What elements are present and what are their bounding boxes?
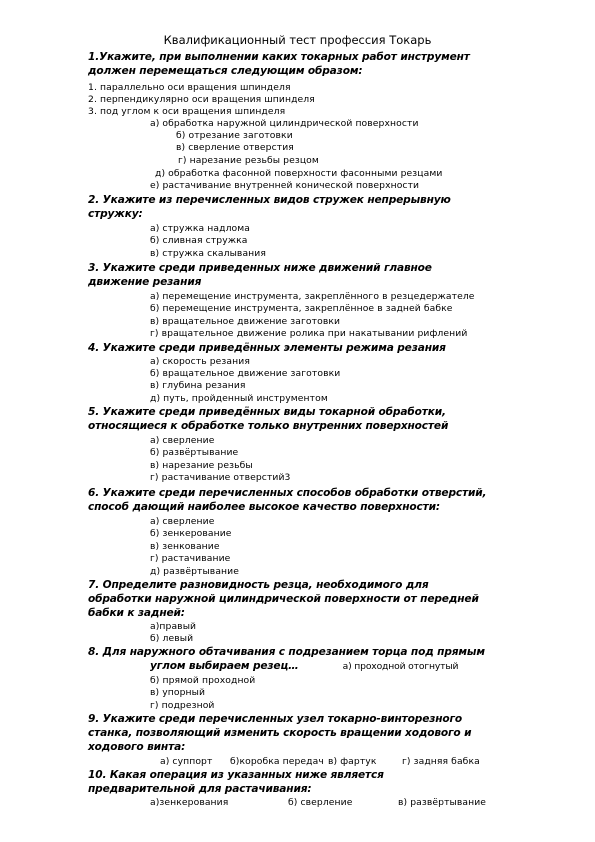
answer-option: б) развёртывание bbox=[150, 447, 239, 458]
answer-option: а) обработка наружной цилиндрической поверхности bbox=[150, 118, 419, 129]
question-7-text: 7. Определите разновидность резца, необходимого для bbox=[88, 579, 429, 591]
question-4-text: 4. Укажите среди приведённых элементы режима резания bbox=[88, 342, 446, 354]
question-9-text-cont: станка, позволяющий изменить скорость вращении ходового и bbox=[88, 727, 472, 739]
answer-option: а) сверление bbox=[150, 435, 215, 446]
answer-option: в) развёртывание bbox=[398, 797, 487, 808]
answer-option: г) растачивание bbox=[150, 553, 231, 564]
answer-option: б) зенкерование bbox=[150, 528, 232, 539]
question-5-text-cont: относящиеся к обработке только внутренних поверхностей bbox=[88, 420, 449, 432]
answer-option: а)зенкерования bbox=[150, 797, 229, 808]
movement-1: 1. параллельно оси вращения шпинделя bbox=[88, 82, 291, 93]
answer-option: д) развёртывание bbox=[150, 566, 239, 577]
question-1-text: 1.Укажите, при выполнении каких токарных работ инструмент bbox=[88, 51, 470, 63]
movement-3: 3. под углом к оси вращения шпинделя bbox=[88, 106, 286, 117]
answer-option: б)коробка передач bbox=[230, 756, 324, 767]
question-2-text: 2. Укажите из перечисленных видов стружек непрерывную bbox=[88, 194, 451, 206]
question-2-text-cont: стружку: bbox=[88, 208, 143, 220]
answer-option: б) отрезание заготовки bbox=[176, 130, 293, 141]
question-10-text-cont: предварительной для растачивания: bbox=[88, 783, 312, 795]
answer-option: в) зенкование bbox=[150, 541, 220, 552]
page-title: Квалификационный тест профессия Токарь bbox=[163, 33, 432, 47]
answer-option: а) проходной отогнутый bbox=[342, 661, 459, 672]
answer-option: в) сверление отверстия bbox=[176, 142, 294, 153]
answer-option: г) вращательное движение ролика при накатывании рифлений bbox=[150, 328, 468, 339]
question-9-text-cont: ходового винта: bbox=[88, 741, 186, 753]
answer-option: б) вращательное движение заготовки bbox=[150, 368, 341, 379]
question-7-text-cont: бабки к задней: bbox=[88, 607, 185, 619]
answer-option: а) сверление bbox=[150, 516, 215, 527]
question-5-text: 5. Укажите среди приведённых виды токарной обработки, bbox=[88, 406, 446, 418]
movement-2: 2. перпендикулярно оси вращения шпинделя bbox=[88, 94, 315, 105]
answer-option: б) левый bbox=[150, 633, 194, 644]
answer-option: а)правый bbox=[150, 621, 197, 632]
answer-option: б) сливная стружка bbox=[150, 235, 248, 246]
answer-option: г) растачивание отверстий3 bbox=[150, 472, 291, 483]
answer-option: а) суппорт bbox=[160, 756, 213, 767]
answer-option: г) задняя бабка bbox=[402, 756, 480, 767]
answer-option: в) упорный bbox=[150, 687, 206, 698]
answer-option: б) прямой проходной bbox=[150, 675, 256, 686]
answer-option: б) перемещение инструмента, закреплённое в задней бабке bbox=[150, 303, 453, 314]
question-6-text: 6. Укажите среди перечисленных способов обработки отверстий, bbox=[88, 487, 487, 499]
question-1-text-cont: должен перемещаться следующим образом: bbox=[88, 65, 363, 77]
answer-option: в) стружка скалывания bbox=[150, 248, 266, 259]
answer-option: а) стружка надлома bbox=[150, 223, 251, 234]
question-8-text: 8. Для наружного обтачивания с подрезанием торца под прямым bbox=[88, 646, 485, 658]
question-3-text-cont: движение резания bbox=[88, 276, 202, 288]
question-7-text-cont: обработки наружной цилиндрической поверхности от передней bbox=[88, 593, 479, 605]
answer-option: а) перемещение инструмента, закреплённого в резцедержателе bbox=[150, 291, 475, 302]
answer-option: г) нарезание резьбы резцом bbox=[178, 155, 319, 166]
answer-option: в) вращательное движение заготовки bbox=[150, 316, 341, 327]
answer-option: д) путь, пройденный инструментом bbox=[150, 393, 328, 404]
answer-option: в) фартук bbox=[328, 756, 377, 767]
answer-option: г) подрезной bbox=[150, 700, 215, 711]
answer-option: а) скорость резания bbox=[150, 356, 250, 367]
question-8-text-cont bbox=[150, 660, 458, 673]
answer-option: в) глубина резания bbox=[150, 380, 246, 391]
answer-option: в) нарезание резьбы bbox=[150, 460, 253, 471]
answer-option: б) сверление bbox=[288, 797, 353, 808]
question-9-text: 9. Укажите среди перечисленных узел токарно-винторезного bbox=[88, 713, 463, 725]
question-8-text-tail: углом выбираем резец… bbox=[150, 660, 299, 672]
question-10-text: 10. Какая операция из указанных ниже является bbox=[88, 769, 384, 781]
answer-option: е) растачивание внутренней конической поверхности bbox=[150, 180, 420, 191]
question-6-text-cont: способ дающий наиболее высокое качество поверхности: bbox=[88, 501, 440, 513]
question-3-text: 3. Укажите среди приведенных ниже движений главное bbox=[88, 262, 432, 274]
answer-option: д) обработка фасонной поверхности фасонными резцами bbox=[155, 168, 443, 179]
